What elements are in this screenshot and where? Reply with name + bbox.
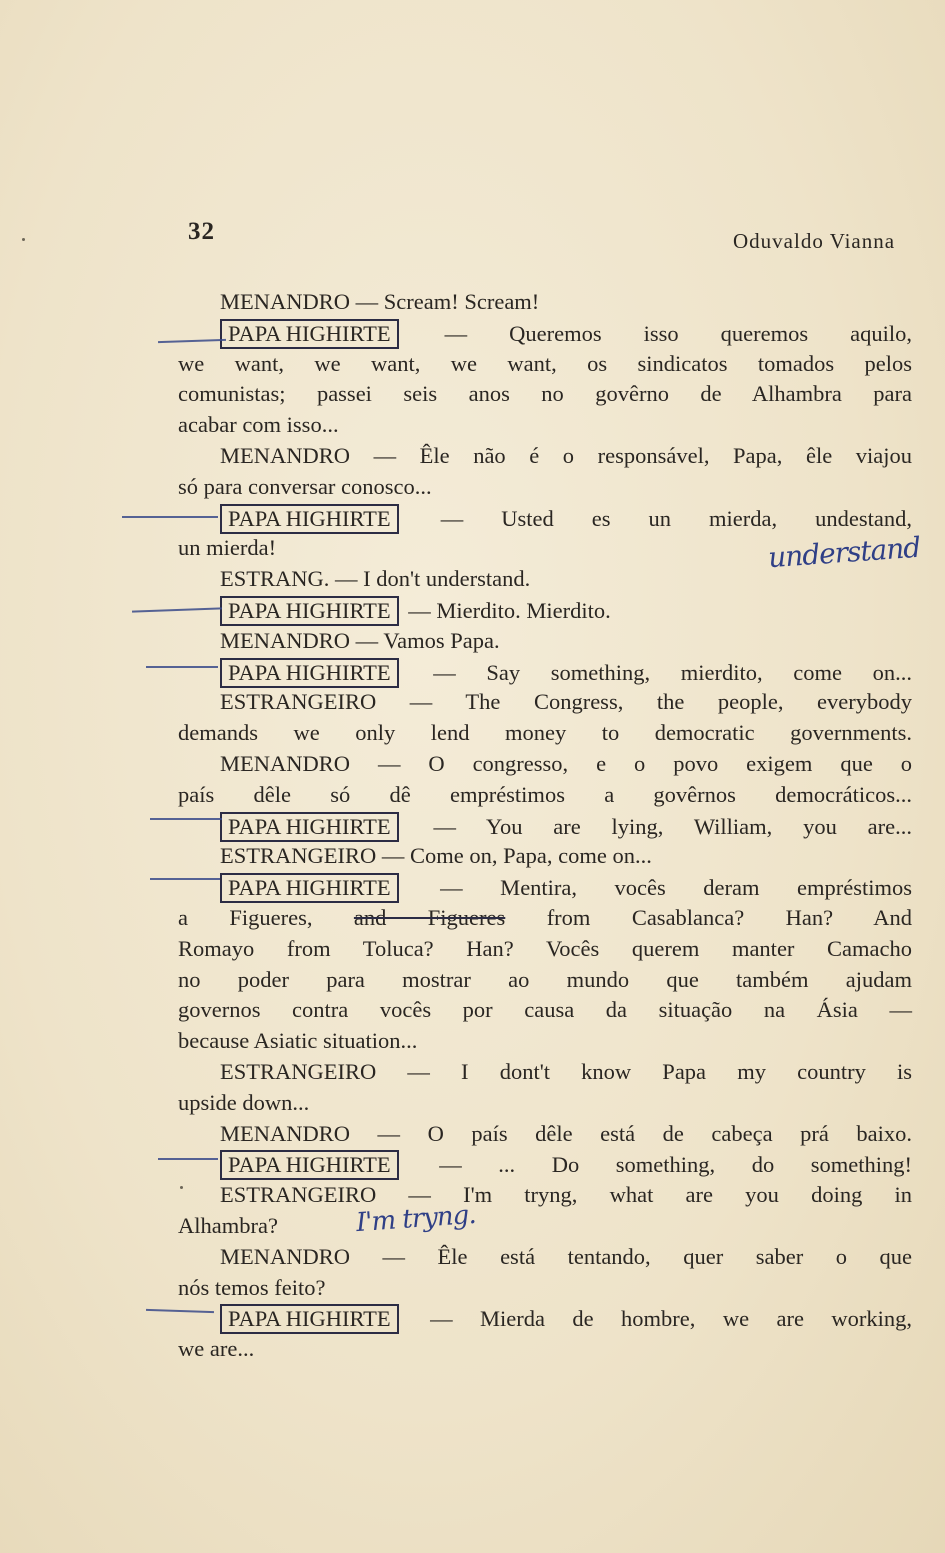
- line-text: from Casablanca? Han? And: [546, 905, 913, 930]
- line-text: MENANDRO — Vamos Papa.: [220, 628, 500, 653]
- line-text: no poder para mostrar ao mundo que também ajudam: [178, 967, 912, 992]
- line-text: MENANDRO — Êle está tentando, quer saber o que: [220, 1244, 912, 1269]
- handwritten-note: understand: [767, 530, 922, 575]
- pen-arrow-mark: [150, 818, 222, 820]
- line-text: we are...: [178, 1336, 255, 1361]
- dialogue-line-boxed-speaker: [220, 812, 912, 842]
- text-line: [220, 1181, 912, 1209]
- speaker-box: PAPA HIGHIRTE: [220, 1304, 399, 1334]
- text-line: [220, 627, 912, 655]
- text-line: [220, 1243, 912, 1271]
- line-text: MENANDRO — O congresso, e o povo exigem que o: [220, 751, 912, 776]
- dialogue-line-boxed-speaker: [220, 319, 912, 349]
- line-text: Romayo from Toluca? Han? Vocês querem manter Camacho: [178, 936, 912, 961]
- pen-arrow-mark: [146, 1309, 214, 1313]
- text-line: [178, 935, 912, 963]
- text-line: [178, 380, 912, 408]
- text-line: [178, 719, 912, 747]
- line-text: — Usted es un mierda, undestand,: [440, 506, 913, 531]
- text-line: [178, 1274, 912, 1302]
- paper-speck: [180, 1186, 183, 1189]
- text-line: [178, 350, 912, 378]
- line-text: ESTRANGEIRO — The Congress, the people, everybody: [220, 689, 912, 714]
- dialogue-line-boxed-speaker: [220, 873, 912, 903]
- speaker-box: PAPA HIGHIRTE: [220, 658, 399, 688]
- text-line: [220, 688, 912, 716]
- pen-arrow-mark: [150, 878, 220, 880]
- struck-text: and Figueres: [353, 905, 506, 930]
- line-text: MENANDRO — Êle não é o responsável, Papa, êle viajou: [220, 443, 912, 468]
- text-line: [178, 1027, 912, 1055]
- text-line: [220, 842, 912, 870]
- text-line: [220, 288, 912, 316]
- line-text: — ... Do something, do something!: [439, 1152, 913, 1177]
- dialogue-line-boxed-speaker: [220, 596, 912, 626]
- line-text: upside down...: [178, 1090, 310, 1115]
- line-text: MENANDRO — O país dêle está de cabeça prá baixo.: [220, 1121, 912, 1146]
- pen-arrow-mark: [122, 516, 218, 518]
- speaker-box: PAPA HIGHIRTE: [220, 504, 399, 534]
- dialogue-line-boxed-speaker: [220, 658, 912, 688]
- speaker-box: PAPA HIGHIRTE: [220, 812, 399, 842]
- paper-speck: [22, 238, 25, 241]
- line-text: Alhambra?: [178, 1213, 278, 1238]
- text-line: [178, 473, 912, 501]
- text-line: [178, 1212, 912, 1240]
- line-text: acabar com isso...: [178, 412, 339, 437]
- speaker-box: PAPA HIGHIRTE: [220, 319, 399, 349]
- page-number: 32: [188, 218, 215, 245]
- speaker-box: PAPA HIGHIRTE: [220, 596, 399, 626]
- dialogue-line-boxed-speaker: [220, 1304, 912, 1334]
- text-line: [178, 411, 912, 439]
- running-head-author: Oduvaldo Vianna: [733, 229, 896, 253]
- text-line: [178, 1335, 912, 1363]
- text-line: [220, 1058, 912, 1086]
- text-line: [178, 904, 912, 932]
- text-line: [178, 781, 912, 809]
- pen-arrow-mark: [158, 339, 226, 343]
- line-text: só para conversar conosco...: [178, 474, 432, 499]
- line-text: ESTRANG. — I don't understand.: [220, 566, 531, 591]
- pen-arrow-mark: [158, 1158, 218, 1160]
- speaker-box: PAPA HIGHIRTE: [220, 873, 399, 903]
- line-text: ESTRANGEIRO — I dont't know Papa my country is: [220, 1059, 912, 1084]
- line-text: — Queremos isso queremos aquilo,: [444, 321, 913, 346]
- text-line: [178, 966, 912, 994]
- text-line: [178, 1089, 912, 1117]
- line-text: ESTRANGEIRO — Come on, Papa, come on...: [220, 843, 652, 868]
- line-text: ESTRANGEIRO — I'm tryng, what are you doing in: [220, 1182, 912, 1207]
- dialogue-line-boxed-speaker: [220, 1150, 912, 1180]
- line-text: nós temos feito?: [178, 1275, 326, 1300]
- line-text: governos contra vocês por causa da situação na Ásia —: [178, 997, 912, 1022]
- line-text: comunistas; passei seis anos no govêrno de Alhambra para: [178, 381, 912, 406]
- line-text: un mierda!: [178, 535, 277, 560]
- line-text: demands we only lend money to democratic governments.: [178, 720, 912, 745]
- text-line: [220, 750, 912, 778]
- handwritten-note: I'm tryng.: [355, 1199, 477, 1239]
- line-text-pre: a Figueres,: [178, 905, 313, 930]
- line-text: — Mentira, vocês deram empréstimos: [440, 875, 913, 900]
- line-text: país dêle só dê empréstimos a govêrnos democráticos...: [178, 782, 912, 807]
- line-text: — You are lying, William, you are...: [433, 814, 912, 839]
- dialogue-line-boxed-speaker: [220, 504, 912, 534]
- speaker-box: PAPA HIGHIRTE: [220, 1150, 399, 1180]
- text-line: [220, 1120, 912, 1148]
- line-text: — Mierdito. Mierdito.: [408, 598, 611, 623]
- text-line: [220, 442, 912, 470]
- line-text: because Asiatic situation...: [178, 1028, 418, 1053]
- pen-arrow-mark: [146, 666, 218, 668]
- line-text: — Mierda de hombre, we are working,: [430, 1306, 912, 1331]
- line-text: — Say something, mierdito, come on...: [433, 660, 912, 685]
- line-text: MENANDRO — Scream! Scream!: [220, 289, 540, 314]
- pen-arrow-mark: [132, 607, 222, 612]
- text-line: [178, 996, 912, 1024]
- line-text: we want, we want, we want, os sindicatos tomados pelos: [178, 351, 912, 376]
